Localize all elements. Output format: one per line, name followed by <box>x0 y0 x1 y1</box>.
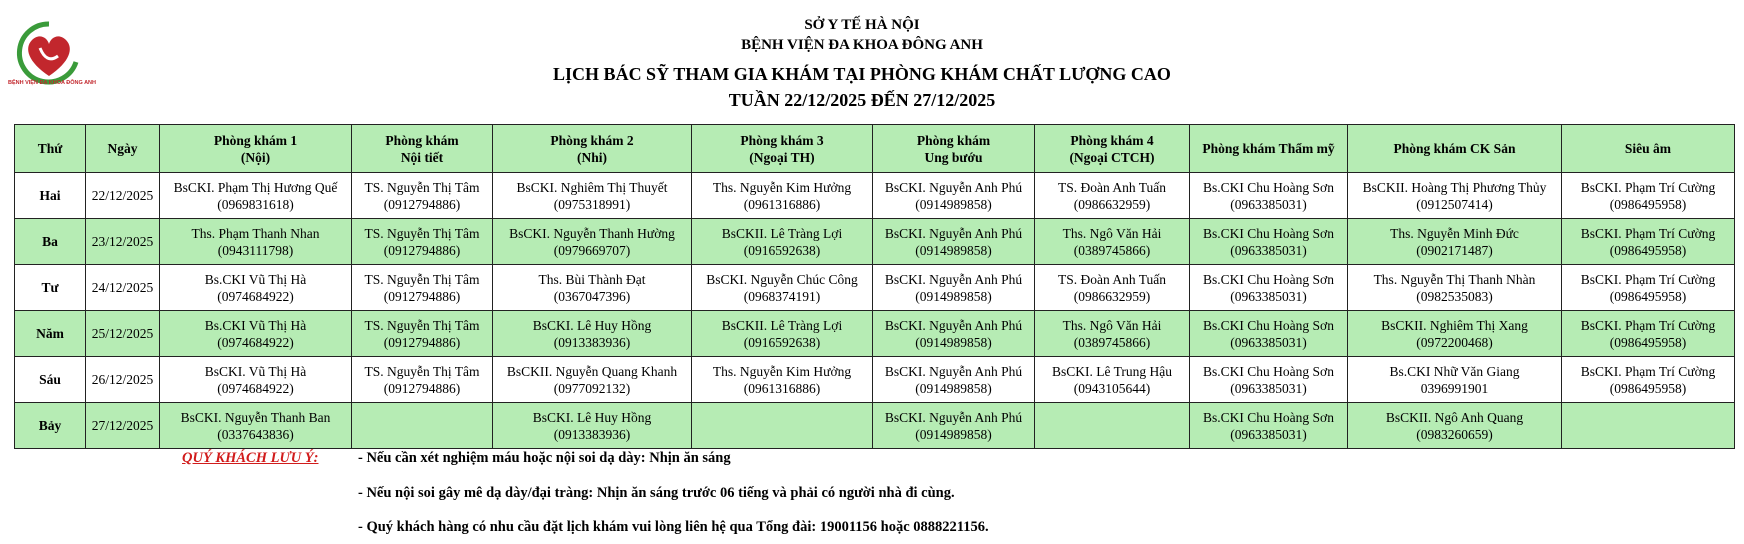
doctor-cell <box>1348 357 1562 403</box>
doctor-cell <box>352 311 493 357</box>
doctor-name: Bs.CKI Chu Hoàng Sơn <box>1203 409 1334 425</box>
doctor-phone: (0974684922) <box>217 334 294 350</box>
doctor-cell <box>493 173 692 219</box>
doctor-name: BsCKI. Phạm Trí Cường <box>1580 271 1716 287</box>
doctor-phone: (0986632959) <box>1073 288 1151 304</box>
doctor-cell <box>1035 357 1190 403</box>
doctor-phone: (0913383936) <box>553 426 631 442</box>
doctor-cell <box>352 357 493 403</box>
table-row <box>15 403 1735 449</box>
doctor-cell <box>352 265 493 311</box>
doctor-cell <box>1190 219 1348 265</box>
doctor-phone: (0912794886) <box>383 242 461 258</box>
doctor-name: BsCKI. Phạm Trí Cường <box>1580 363 1716 379</box>
doctor-name: Ths. Nguyễn Kim Hưởng <box>712 363 852 379</box>
date-cell: 22/12/2025 <box>86 173 160 219</box>
doctor-phone: (0963385031) <box>1230 288 1307 304</box>
date-cell: 24/12/2025 <box>86 265 160 311</box>
table-row <box>15 173 1735 219</box>
doctor-phone: (0963385031) <box>1230 426 1307 442</box>
doctor-cell <box>1035 219 1190 265</box>
doctor-phone: (0986495958) <box>1609 380 1687 396</box>
doctor-name: Ths. Ngô Văn Hải <box>1062 225 1162 241</box>
doctor-phone: (0963385031) <box>1230 380 1307 396</box>
doctor-name: BsCKI. Lê Trung Hậu <box>1051 363 1172 379</box>
doctor-name: Bs.CKI Vũ Thị Hà <box>204 317 307 333</box>
column-header-line: Nội tiết <box>400 149 444 165</box>
doctor-name: BsCKII. Nguyễn Quang Khanh <box>506 363 678 379</box>
schedule-table <box>14 124 1735 449</box>
doctor-phone: (0916592638) <box>743 334 821 350</box>
day-cell: Ba <box>15 219 86 265</box>
doctor-cell <box>160 265 352 311</box>
doctor-phone: (0914989858) <box>915 288 992 304</box>
doctor-cell <box>1035 173 1190 219</box>
doctor-name: BsCKII. Lê Tràng Lợi <box>721 225 843 241</box>
doctor-cell <box>493 403 692 449</box>
column-header-line: (Ngoại TH) <box>749 149 815 165</box>
page-title: LỊCH BÁC SỸ THAM GIA KHÁM TẠI PHÒNG KHÁM CHẤT LƯỢNG CAO <box>553 64 1171 84</box>
column-header <box>873 125 1035 173</box>
doctor-name: Ths. Phạm Thanh Nhan <box>191 225 320 241</box>
day-cell: Năm <box>15 311 86 357</box>
doctor-name: Bs.CKI Chu Hoàng Sơn <box>1203 271 1334 287</box>
doctor-cell <box>692 311 873 357</box>
doctor-name: BsCKI. Nguyễn Thanh Ban <box>180 409 331 425</box>
doctor-cell <box>352 173 493 219</box>
doctor-name: Ths. Nguyễn Thị Thanh Nhàn <box>1373 271 1536 287</box>
doctor-name: BsCKII. Nghiêm Thị Xang <box>1381 317 1528 333</box>
doctor-phone: (0916592638) <box>743 242 821 258</box>
column-header-line: Phòng khám Thẩm mỹ <box>1202 141 1335 156</box>
column-header-line: (Ngoại CTCH) <box>1069 149 1155 165</box>
doctor-cell <box>1562 357 1735 403</box>
doctor-cell <box>493 265 692 311</box>
doctor-cell <box>692 403 873 449</box>
doctor-cell <box>1562 219 1735 265</box>
doctor-cell <box>692 357 873 403</box>
column-header <box>352 125 493 173</box>
doctor-phone: (0389745866) <box>1073 334 1151 350</box>
note-item: - Nếu cần xét nghiệm máu hoặc nội soi dạ dày: Nhịn ăn sáng <box>358 450 731 466</box>
doctor-phone: (0912794886) <box>383 288 461 304</box>
doctor-name: BsCKI. Nguyễn Anh Phú <box>884 363 1023 379</box>
column-header <box>160 125 352 173</box>
doctor-cell <box>1348 219 1562 265</box>
doctor-cell <box>352 403 493 449</box>
day-cell: Sáu <box>15 357 86 403</box>
doctor-phone: (0986495958) <box>1609 242 1687 258</box>
doctor-name: Ths. Nguyễn Minh Đức <box>1390 225 1519 241</box>
doctor-phone: (0982535083) <box>1416 288 1493 304</box>
doctor-phone: (0914989858) <box>915 196 992 212</box>
doctor-name: BsCKI. Lê Huy Hồng <box>532 317 652 333</box>
doctor-name: Bs.CKI Chu Hoàng Sơn <box>1203 363 1334 379</box>
doctor-cell <box>1035 403 1190 449</box>
doctor-phone: (0914989858) <box>915 242 992 258</box>
doctor-name: TS. Nguyễn Thị Tâm <box>364 225 480 241</box>
doctor-name: BsCKI. Phạm Trí Cường <box>1580 317 1716 333</box>
column-header-line: Siêu âm <box>1624 141 1672 156</box>
doctor-cell <box>1190 311 1348 357</box>
department-name: SỞ Y TẾ HÀ NỘI <box>804 17 920 33</box>
table-row <box>15 357 1735 403</box>
table-header-row <box>15 125 1735 173</box>
hospital-name: BỆNH VIỆN ĐA KHOA ĐÔNG ANH <box>741 37 983 53</box>
doctor-phone: (0986495958) <box>1609 334 1687 350</box>
doctor-cell <box>160 311 352 357</box>
doctor-cell <box>493 219 692 265</box>
doctor-phone: (0961316886) <box>743 380 821 396</box>
date-cell: 23/12/2025 <box>86 219 160 265</box>
doctor-phone: (0979669707) <box>553 242 631 258</box>
doctor-cell <box>1348 265 1562 311</box>
doctor-phone: 0396991901 <box>1420 380 1489 396</box>
column-header-line: (Nhi) <box>577 149 607 165</box>
column-header-line: Thứ <box>37 141 63 156</box>
doctor-cell <box>493 357 692 403</box>
doctor-cell <box>1562 403 1735 449</box>
doctor-phone: (0912507414) <box>1416 196 1493 212</box>
doctor-cell <box>1348 311 1562 357</box>
doctor-cell <box>493 311 692 357</box>
doctor-name: BsCKII. Lê Tràng Lợi <box>721 317 843 333</box>
doctor-name: BsCKI. Nguyễn Thanh Hường <box>509 225 675 241</box>
column-header-line: Phòng khám CK Sản <box>1393 141 1516 156</box>
doctor-name: TS. Đoàn Anh Tuấn <box>1057 271 1167 287</box>
doctor-cell <box>1562 265 1735 311</box>
doctor-phone: (0977092132) <box>553 380 631 396</box>
doctor-phone: (0986495958) <box>1609 288 1687 304</box>
date-cell: 27/12/2025 <box>86 403 160 449</box>
note-item: - Quý khách hàng có nhu cầu đặt lịch khám vui lòng liên hệ qua Tổng đài: 19001156 hoặc 0888221156. <box>358 519 989 535</box>
doctor-name: BsCKI. Phạm Thị Hương Quế <box>173 179 338 195</box>
table-row <box>15 311 1735 357</box>
doctor-cell <box>160 403 352 449</box>
doctor-cell <box>873 173 1035 219</box>
week-range: TUẦN 22/12/2025 ĐẾN 27/12/2025 <box>728 90 996 110</box>
column-header-line: Phòng khám 1 <box>213 132 298 148</box>
doctor-cell <box>873 265 1035 311</box>
doctor-name: Ths. Ngô Văn Hải <box>1062 317 1162 333</box>
doctor-phone: (0969831618) <box>217 196 294 212</box>
doctor-cell <box>160 173 352 219</box>
day-cell: Hai <box>15 173 86 219</box>
doctor-cell <box>1348 403 1562 449</box>
doctor-name: TS. Nguyễn Thị Tâm <box>364 179 480 195</box>
doctor-phone: (0972200468) <box>1416 334 1493 350</box>
column-header-line: Phòng khám <box>385 132 459 148</box>
column-header-line: Phòng khám 4 <box>1070 132 1154 148</box>
doctor-phone: (0963385031) <box>1230 196 1307 212</box>
date-cell: 25/12/2025 <box>86 311 160 357</box>
column-header-line: Phòng khám 2 <box>550 132 634 148</box>
column-header-line: (Nội) <box>240 149 271 165</box>
doctor-name: BsCKI. Vũ Thị Hà <box>204 363 307 379</box>
doctor-phone: (0914989858) <box>915 334 992 350</box>
doctor-phone: (0975318991) <box>553 196 631 212</box>
doctor-name: Ths. Bùi Thành Đạt <box>538 271 646 287</box>
doctor-cell <box>873 311 1035 357</box>
doctor-name: BsCKII. Ngô Anh Quang <box>1385 409 1524 425</box>
doctor-cell <box>1348 173 1562 219</box>
doctor-phone: (0943105644) <box>1073 380 1151 396</box>
doctor-phone: (0963385031) <box>1230 242 1307 258</box>
table-row <box>15 265 1735 311</box>
doctor-name: BsCKI. Nguyễn Anh Phú <box>884 409 1023 425</box>
column-header <box>15 125 86 173</box>
doctor-name: BsCKI. Nguyễn Anh Phú <box>884 225 1023 241</box>
doctor-name: TS. Nguyễn Thị Tâm <box>364 363 480 379</box>
doctor-name: TS. Nguyễn Thị Tâm <box>364 317 480 333</box>
doctor-phone: (0389745866) <box>1073 242 1151 258</box>
doctor-name: Bs.CKI Chu Hoàng Sơn <box>1203 317 1334 333</box>
doctor-name: TS. Nguyễn Thị Tâm <box>364 271 480 287</box>
doctor-name: BsCKII. Hoàng Thị Phương Thủy <box>1362 179 1547 195</box>
doctor-cell <box>1190 173 1348 219</box>
doctor-cell <box>873 219 1035 265</box>
notes-label: QUÝ KHÁCH LƯU Ý: <box>182 450 319 466</box>
column-header-line: Ngày <box>107 141 138 156</box>
doctor-phone: (0974684922) <box>217 288 294 304</box>
doctor-name: BsCKI. Nguyễn Anh Phú <box>884 271 1023 287</box>
table-row <box>15 219 1735 265</box>
column-header <box>1348 125 1562 173</box>
doctor-cell <box>160 357 352 403</box>
doctor-name: Bs.CKI Nhữ Văn Giang <box>1389 363 1520 379</box>
doctor-phone: (0912794886) <box>383 380 461 396</box>
doctor-cell <box>692 173 873 219</box>
doctor-name: BsCKI. Phạm Trí Cường <box>1580 225 1716 241</box>
column-header-line: Ung bướu <box>924 149 983 165</box>
doctor-name: Bs.CKI Chu Hoàng Sơn <box>1203 225 1334 241</box>
doctor-phone: (0337643836) <box>217 426 294 442</box>
doctor-name: BsCKI. Lê Huy Hồng <box>532 409 652 425</box>
doctor-cell <box>1035 265 1190 311</box>
doctor-phone: (0986495958) <box>1609 196 1687 212</box>
doctor-name: BsCKI. Nguyễn Anh Phú <box>884 179 1023 195</box>
doctor-name: TS. Đoàn Anh Tuấn <box>1057 179 1167 195</box>
day-cell: Tư <box>15 265 86 311</box>
doctor-cell <box>1562 311 1735 357</box>
doctor-phone: (0961316886) <box>743 196 821 212</box>
doctor-phone: (0943111798) <box>217 242 294 258</box>
doctor-name: BsCKI. Nguyễn Chúc Công <box>706 271 858 287</box>
doctor-cell <box>1035 311 1190 357</box>
doctor-cell <box>352 219 493 265</box>
doctor-cell <box>1190 265 1348 311</box>
doctor-cell <box>692 219 873 265</box>
doctor-cell <box>1562 173 1735 219</box>
doctor-phone: (0913383936) <box>553 334 631 350</box>
column-header <box>1035 125 1190 173</box>
doctor-cell <box>160 219 352 265</box>
doctor-phone: (0968374191) <box>743 288 821 304</box>
doctor-phone: (0914989858) <box>915 380 992 396</box>
column-header <box>493 125 692 173</box>
doctor-name: Bs.CKI Chu Hoàng Sơn <box>1203 179 1334 195</box>
doctor-name: BsCKI. Nguyễn Anh Phú <box>884 317 1023 333</box>
doctor-cell <box>873 357 1035 403</box>
day-cell: Bảy <box>15 403 86 449</box>
date-cell: 26/12/2025 <box>86 357 160 403</box>
column-header-line: Phòng khám <box>916 132 991 148</box>
doctor-phone: (0983260659) <box>1416 426 1493 442</box>
column-header <box>1190 125 1348 173</box>
doctor-phone: (0963385031) <box>1230 334 1307 350</box>
doctor-name: BsCKI. Nghiêm Thị Thuyết <box>516 179 668 195</box>
note-item: - Nếu nội soi gây mê dạ dày/đại tràng: Nhịn ăn sáng trước 06 tiếng và phải có người nhà đi cùng. <box>358 485 955 501</box>
column-header-line: Phòng khám 3 <box>740 132 824 148</box>
doctor-cell <box>692 265 873 311</box>
doctor-phone: (0912794886) <box>383 196 461 212</box>
doctor-name: Bs.CKI Vũ Thị Hà <box>204 271 307 287</box>
doctor-phone: (0902171487) <box>1416 242 1493 258</box>
doctor-name: BsCKI. Phạm Trí Cường <box>1580 179 1716 195</box>
doctor-phone: (0367047396) <box>553 288 631 304</box>
doctor-phone: (0914989858) <box>915 426 992 442</box>
column-header <box>692 125 873 173</box>
column-header <box>86 125 160 173</box>
doctor-cell <box>1190 357 1348 403</box>
logo-caption: BỆNH VIỆN ĐA KHOA ĐÔNG ANH <box>8 80 97 86</box>
doctor-phone: (0974684922) <box>217 380 294 396</box>
doctor-cell <box>1190 403 1348 449</box>
doctor-phone: (0912794886) <box>383 334 461 350</box>
doctor-name: Ths. Nguyễn Kim Hưởng <box>712 179 852 195</box>
column-header <box>1562 125 1735 173</box>
doctor-phone: (0986632959) <box>1073 196 1151 212</box>
doctor-cell <box>873 403 1035 449</box>
